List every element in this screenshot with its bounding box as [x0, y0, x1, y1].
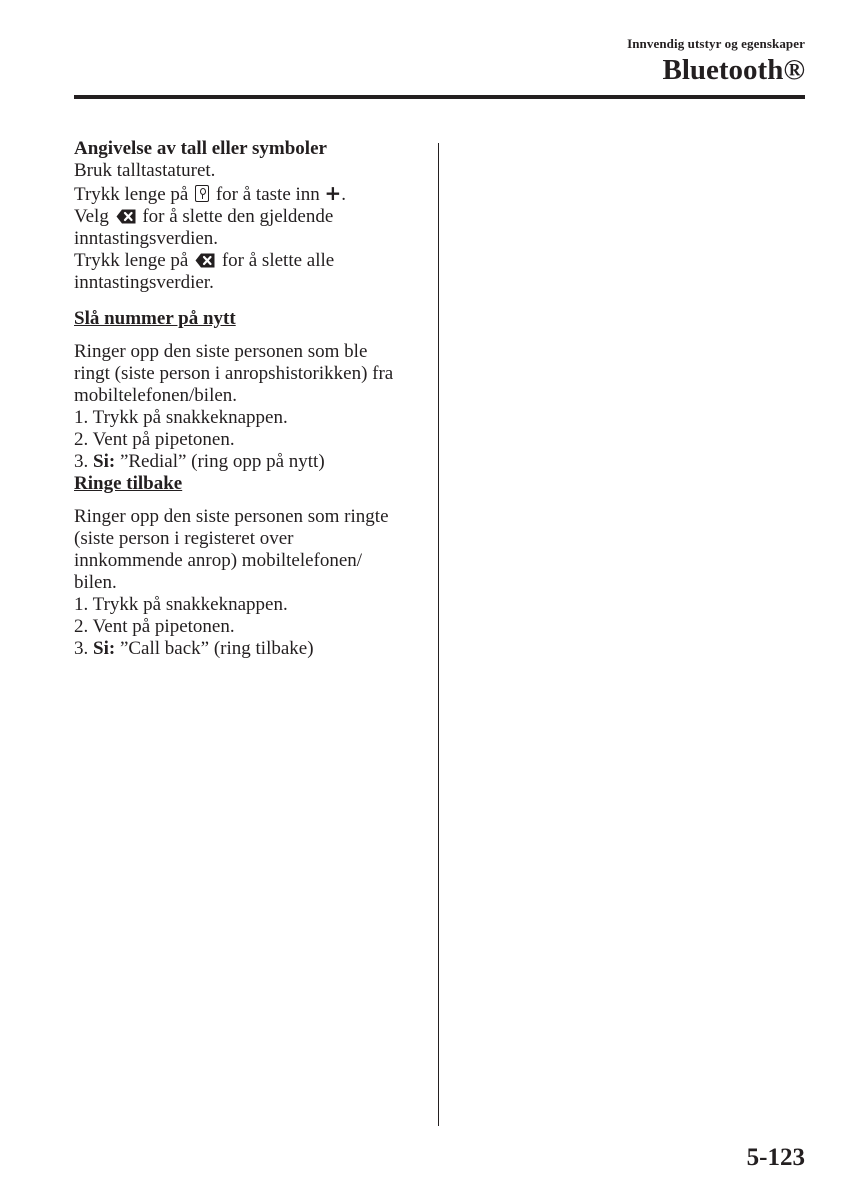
key-icon: [195, 185, 209, 202]
column-divider: [438, 143, 439, 1126]
redial-heading: Slå nummer på nytt: [74, 308, 236, 329]
callback-desc-line: innkommende anrop) mobiltelefonen/: [74, 550, 363, 571]
numbers-line-2-d: .: [341, 184, 347, 205]
redial-step-3-say: Si:: [93, 451, 116, 472]
left-column: [74, 138, 424, 660]
page-heading: Bluetooth®: [662, 54, 805, 86]
callback-description: [74, 506, 424, 594]
redial-desc-line: mobiltelefonen/bilen.: [74, 385, 238, 406]
numbers-line-3: [74, 206, 424, 228]
redial-step-3-num: 3.: [74, 451, 89, 472]
redial-step-2: 2. Vent på pipetonen.: [74, 429, 235, 450]
callback-step-3-num: 3.: [74, 638, 89, 659]
callback-step-3-text: ”Call back” (ring tilbake): [119, 638, 314, 659]
numbers-line-1: Bruk talltastaturet.: [74, 160, 216, 181]
callback-step-2: 2. Vent på pipetonen.: [74, 616, 235, 637]
callback-desc-line: bilen.: [74, 572, 117, 593]
page-number: 5-123: [746, 1144, 805, 1171]
redial-step-1: 1. Trykk på snakkeknappen.: [74, 407, 288, 428]
numbers-heading: Angivelse av tall eller symboler: [74, 138, 327, 159]
redial-step-3-text: ”Redial” (ring opp på nytt): [119, 451, 325, 472]
numbers-line-5-a: Trykk lenge på: [74, 250, 189, 271]
numbers-line-2: [74, 182, 424, 206]
delete-icon: [195, 253, 215, 268]
callback-desc-line: Ringer opp den siste personen som ringte: [74, 506, 389, 527]
numbers-line-2-a: Trykk lenge på: [74, 184, 189, 205]
redial-desc-line: Ringer opp den siste personen som ble: [74, 341, 368, 362]
callback-step-3: [74, 638, 424, 660]
callback-step-1: 1. Trykk på snakkeknappen.: [74, 594, 288, 615]
callback-step-3-say: Si:: [93, 638, 116, 659]
delete-icon: [116, 209, 136, 224]
numbers-line-3-b: for å slette den gjeldende: [142, 206, 334, 227]
redial-step-3: [74, 451, 424, 473]
redial-description: [74, 341, 424, 407]
callback-heading: Ringe tilbake: [74, 473, 183, 494]
section-label: Innvendig utstyr og egenskaper: [627, 36, 805, 51]
redial-desc-line: ringt (siste person i anropshistorikken) fra: [74, 363, 394, 384]
numbers-line-6: inntastingsverdier.: [74, 272, 214, 293]
numbers-line-5: [74, 250, 424, 272]
numbers-line-4: inntastingsverdien.: [74, 228, 219, 249]
plus-symbol: +: [324, 181, 342, 205]
numbers-line-2-b: for å taste inn: [215, 184, 320, 205]
numbers-line-3-a: Velg: [74, 206, 109, 227]
header-rule: [74, 95, 805, 99]
callback-desc-line: (siste person i registeret over: [74, 528, 294, 549]
numbers-line-5-b: for å slette alle: [221, 250, 335, 271]
